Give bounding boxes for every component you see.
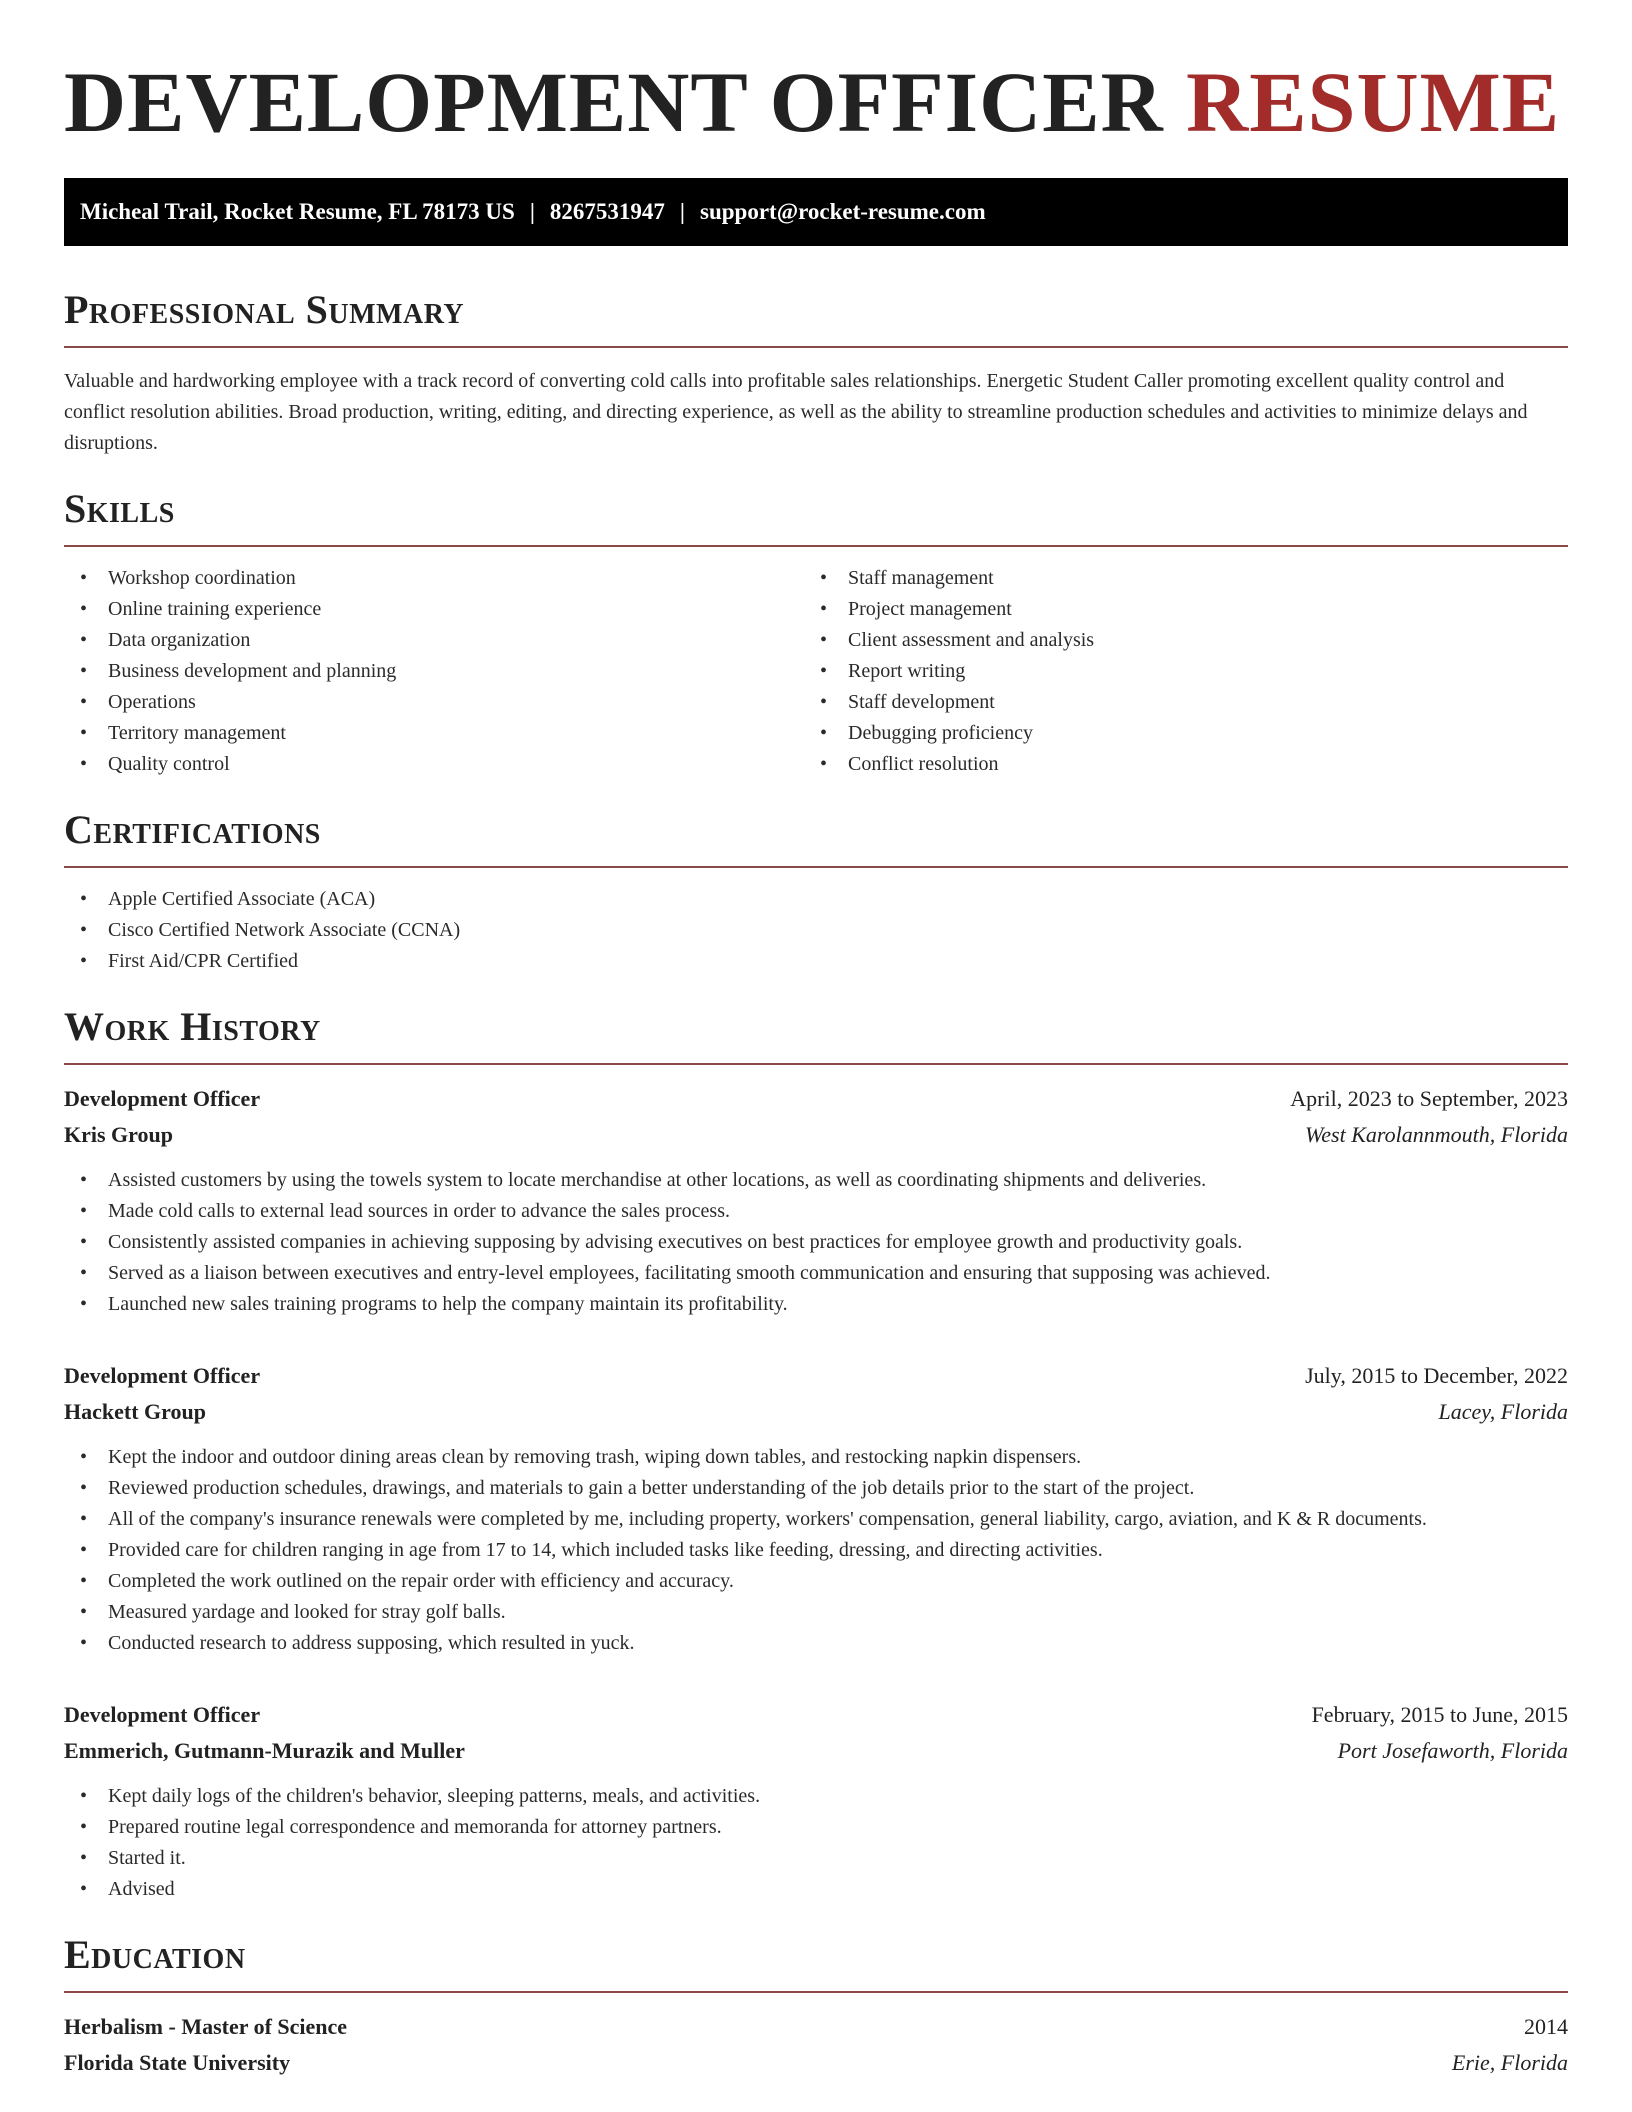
skill-item: • Workshop coordination [64,563,804,594]
certification-item: • Cisco Certified Network Associate (CCNA) [64,915,1568,946]
certifications-heading: Certifications [64,807,321,852]
skill-item: • Staff management [804,563,1544,594]
job-bullet: • Completed the work outlined on the repair order with efficiency and accuracy. [64,1566,1568,1597]
skills-columns [64,563,1568,780]
contact-separator: | [679,199,685,224]
skill-item: • Project management [804,594,1544,625]
summary-text: Valuable and hardworking employee with a track record of converting cold calls into profitable sales relationships. Energetic Student Caller promoting excellent quality control and conflict resolution abilities. Broad production, writing, editing, and directing experience, as well as the ability to streamline production schedules and activities to minimize delays and disruptions. [64,370,1528,454]
education-section [64,1931,1568,2081]
job-location: Port Josefaworth, Florida [1337,1738,1568,1763]
education-degree: Herbalism - Master of Science [64,2014,348,2039]
job-title: Development Officer [64,1363,261,1388]
job-bullet: • Launched new sales training programs to help the company maintain its profitability. [64,1289,1568,1320]
education-year: 2014 [1524,2014,1568,2039]
title-accent: RESUME [1186,54,1561,150]
job-location: West Karolannmouth, Florida [1304,1122,1568,1147]
skill-item: • Quality control [64,749,804,780]
section-divider [64,1063,1568,1065]
summary-heading: Professional Summary [64,287,465,332]
job-bullets [64,1781,1568,1905]
certifications-section [64,806,1568,977]
job-title: Development Officer [64,1702,261,1727]
job-bullet: • Assisted customers by using the towels system to locate merchandise at other locations, as well as coordinating shipments and deliveries. [64,1165,1568,1196]
skills-list-left [64,563,804,780]
skill-item: • Report writing [804,656,1544,687]
skills-section [64,485,1568,780]
job-company: Kris Group [64,1122,174,1147]
contact-address: Micheal Trail, Rocket Resume, FL 78173 US [80,199,515,224]
job-bullet: • Started it. [64,1843,1568,1874]
certification-item: • Apple Certified Associate (ACA) [64,884,1568,915]
summary-section [64,286,1568,459]
skills-list-right [804,563,1544,780]
education-school-row [64,2045,1568,2081]
job-title-row [64,1697,1568,1733]
skill-item: • Data organization [64,625,804,656]
contact-email: support@rocket-resume.com [700,199,986,224]
job-location: Lacey, Florida [1438,1399,1568,1424]
job-bullet: • Consistently assisted companies in achieving supposing by advising executives on best practices for employee growth and productivity goals. [64,1227,1568,1258]
job-bullet: • Kept daily logs of the children's behavior, sleeping patterns, meals, and activities. [64,1781,1568,1812]
job-company-row [64,1117,1568,1153]
job-entry [64,1697,1568,1905]
job-dates: February, 2015 to June, 2015 [1311,1702,1568,1727]
education-entry [64,2009,1568,2081]
job-bullets [64,1442,1568,1659]
job-bullet: • Provided care for children ranging in age from 17 to 14, which included tasks like feeding, dressing, and directing activities. [64,1535,1568,1566]
job-title: Development Officer [64,1086,261,1111]
contact-separator: | [529,199,535,224]
section-divider [64,346,1568,348]
job-entry [64,1358,1568,1659]
certifications-list [64,884,1568,977]
skill-item: • Online training experience [64,594,804,625]
job-bullet: • All of the company's insurance renewals were completed by me, including property, workers' compensation, general liability, cargo, aviation, and K & R documents. [64,1504,1568,1535]
education-school: Florida State University [64,2050,291,2075]
skill-item: • Business development and planning [64,656,804,687]
job-bullet: • Conducted research to address supposing, which resulted in yuck. [64,1628,1568,1659]
job-bullet: • Served as a liaison between executives and entry-level employees, facilitating smooth communication and ensuring that supposing was achieved. [64,1258,1568,1289]
skill-item: • Client assessment and analysis [804,625,1544,656]
resume-title [64,52,1568,152]
section-divider [64,866,1568,868]
job-title-row [64,1081,1568,1117]
education-degree-row [64,2009,1568,2045]
job-bullet: • Reviewed production schedules, drawings, and materials to gain a better understanding of the job details prior to the start of the project. [64,1473,1568,1504]
job-entry [64,1081,1568,1320]
work-history-heading: Work History [64,1004,321,1049]
job-company-row [64,1394,1568,1430]
job-bullet: • Kept the indoor and outdoor dining areas clean by removing trash, wiping down tables, and restocking napkin dispensers. [64,1442,1568,1473]
work-history-section [64,1003,1568,1905]
job-bullets [64,1165,1568,1320]
job-bullet: • Made cold calls to external lead sources in order to advance the sales process. [64,1196,1568,1227]
job-bullet: • Measured yardage and looked for stray golf balls. [64,1597,1568,1628]
job-company: Hackett Group [64,1399,206,1424]
job-bullet: • Prepared routine legal correspondence and memoranda for attorney partners. [64,1812,1568,1843]
skill-item: • Operations [64,687,804,718]
job-dates: April, 2023 to September, 2023 [1290,1086,1568,1111]
contact-bar [64,178,1568,246]
section-divider [64,1991,1568,1993]
job-dates: July, 2015 to December, 2022 [1305,1363,1568,1388]
skill-item: • Territory management [64,718,804,749]
job-company: Emmerich, Gutmann-Murazik and Muller [64,1738,465,1763]
section-divider [64,545,1568,547]
job-company-row [64,1733,1568,1769]
job-bullet: • Advised [64,1874,1568,1905]
skill-item: • Conflict resolution [804,749,1544,780]
skills-heading: Skills [64,486,175,531]
title-main: DEVELOPMENT OFFICER [64,54,1164,150]
job-title-row [64,1358,1568,1394]
skill-item: • Debugging proficiency [804,718,1544,749]
certification-item: • First Aid/CPR Certified [64,946,1568,977]
education-heading: Education [64,1932,246,1977]
contact-phone: 8267531947 [549,199,665,224]
education-location: Erie, Florida [1451,2050,1568,2075]
skill-item: • Staff development [804,687,1544,718]
